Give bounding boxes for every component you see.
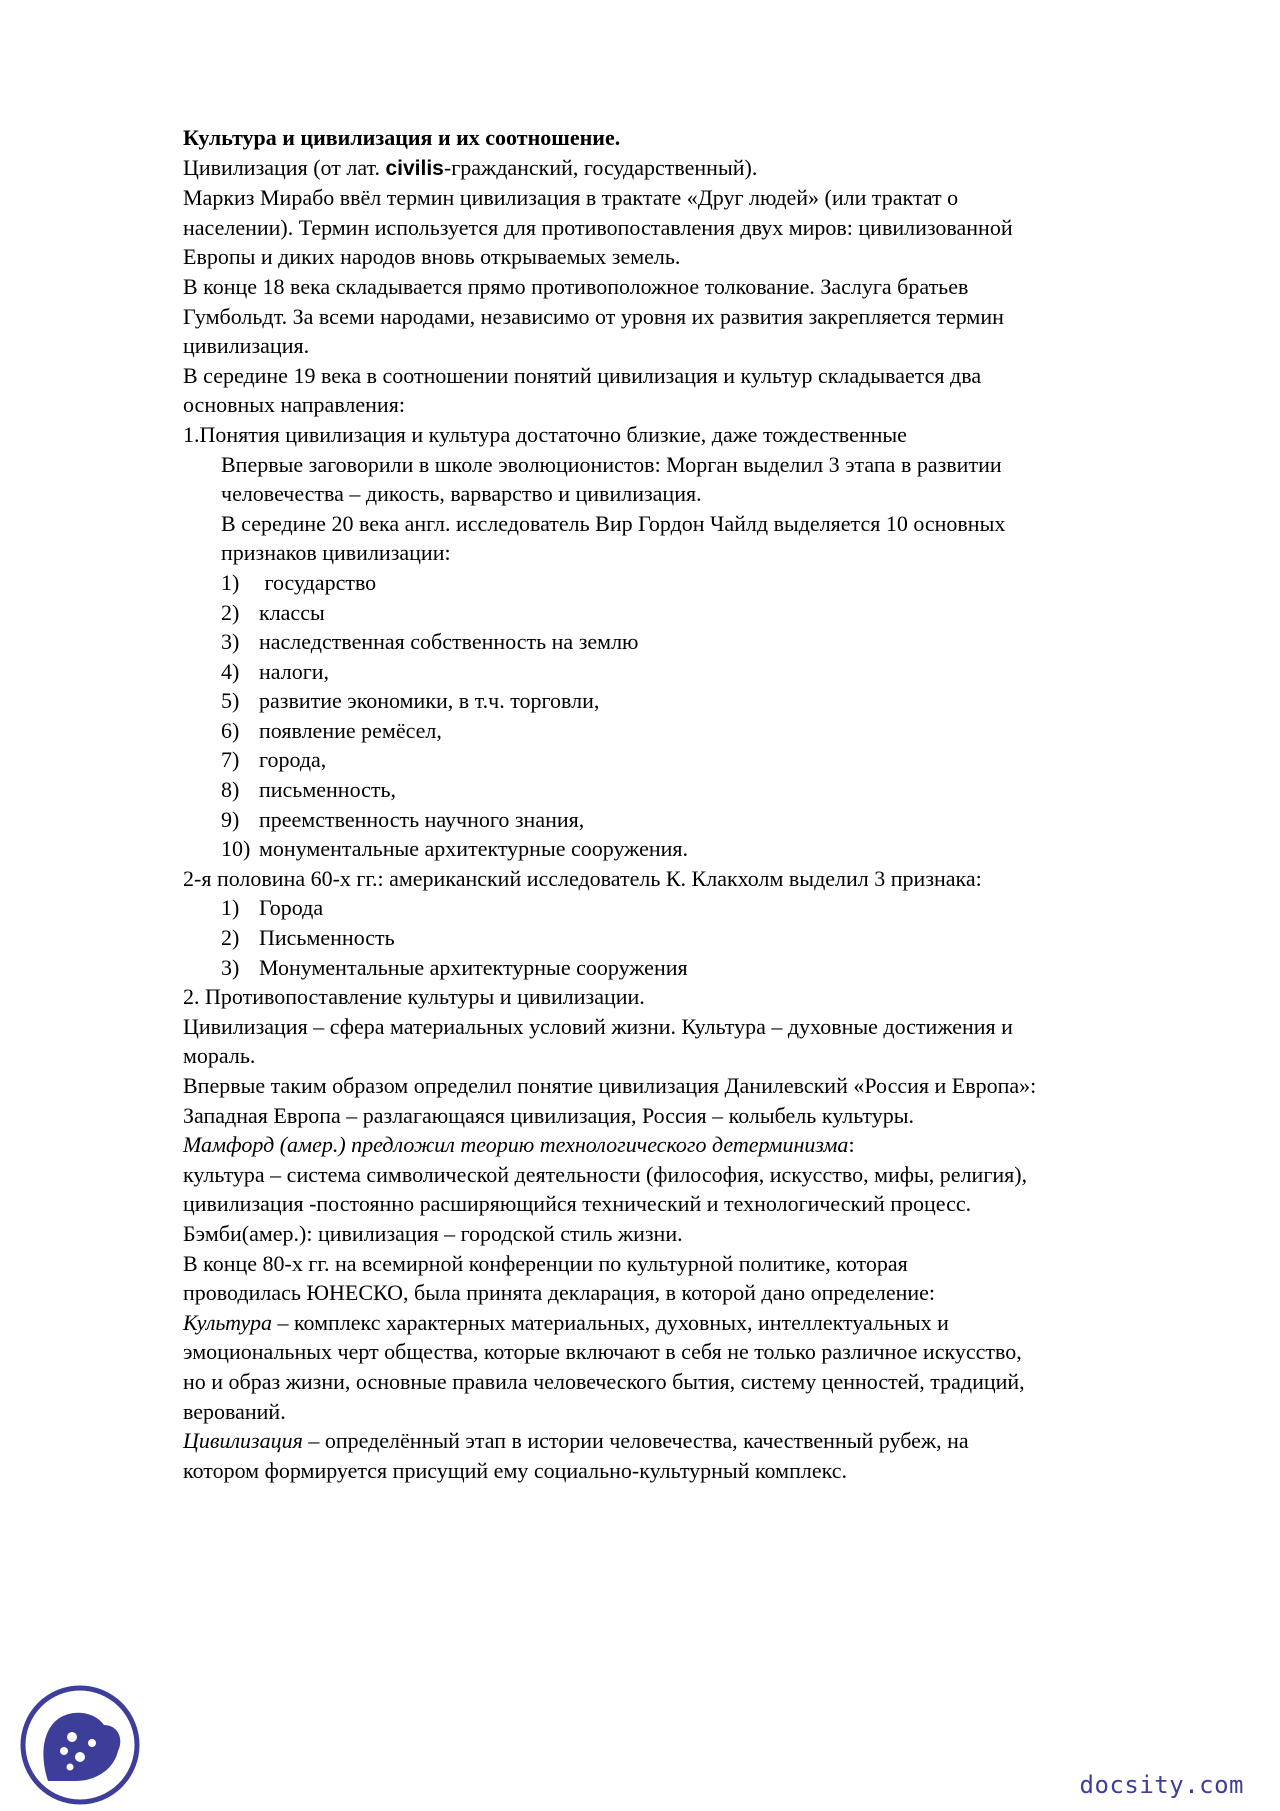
indented-line: Впервые заговорили в школе эволюционистов: Морган выделил 3 этапа в развитии <box>221 451 1002 477</box>
paragraph-line: Гумбольдт. За всеми народами, независимо от уровня их развития закрепляется термин <box>183 303 1004 329</box>
list-item: 3) Монументальные архитектурные сооружения <box>221 954 688 980</box>
paragraph-line: В середине 19 века в соотношении понятий цивилизация и культур складывается два <box>183 362 982 388</box>
mumford-line: Мамфорд (амер.) предложил теорию технологического детерминизма: <box>183 1132 855 1158</box>
paragraph-line: населении). Термин используется для противопоставления двух миров: цивилизованной <box>183 214 1013 240</box>
list-item: 4) налоги, <box>221 658 330 684</box>
paragraph-line: В конце 80-х гг. на всемирной конференции по культурной политике, которая <box>183 1250 908 1276</box>
list-item: 2) классы <box>221 599 325 625</box>
culture-definition: Культура – комплекс характерных материальных, духовных, интеллектуальных и <box>183 1309 949 1335</box>
paragraph-line: но и образ жизни, основные правила человеческого бытия, систему ценностей, традиций, <box>183 1368 1025 1394</box>
paragraph-line: проводилась ЮНЕСКО, была принята декларация, в которой дано определение: <box>183 1280 936 1306</box>
indented-line: признаков цивилизации: <box>221 540 451 566</box>
etymology-line: Цивилизация (от лат. civilis-гражданский, государственный). <box>183 154 758 180</box>
paragraph-line: верований. <box>183 1398 286 1424</box>
latin-term: civilis <box>385 156 444 180</box>
definition-term: Культура <box>183 1309 272 1335</box>
paragraph-line: Европы и диких народов вновь открываемых земель. <box>183 244 681 270</box>
paragraph-line: основных направления: <box>183 392 405 418</box>
docsity-ladybug-logo-icon <box>20 1685 140 1805</box>
paragraph-line: котором формируется присущий ему социально-культурный комплекс. <box>183 1457 847 1483</box>
indented-line: человечества – дикость, варварство и цивилизация. <box>221 481 702 507</box>
paragraph-line: Бэмби(амер.): цивилизация – городской стиль жизни. <box>183 1220 683 1246</box>
list-item: 8) письменность, <box>221 777 397 803</box>
paragraph-line: мораль. <box>183 1043 256 1069</box>
list-item: 3) наследственная собственность на землю <box>221 629 639 655</box>
list-item: 1) Города <box>221 895 324 921</box>
list-item: 6) появление ремёсел, <box>221 717 442 743</box>
paragraph-line: Западная Европа – разлагающаяся цивилизация, Россия – колыбель культуры. <box>183 1102 915 1128</box>
document-body <box>183 123 1183 1485</box>
list-item: 9) преемственность научного знания, <box>221 806 585 832</box>
paragraph-line: цивилизация -постоянно расширяющийся технический и технологический процесс. <box>183 1191 972 1217</box>
kluckhohn-signs-list <box>183 893 1183 982</box>
paragraph-line: Впервые таким образом определил понятие цивилизация Данилевский «Россия и Европа»: <box>183 1073 1037 1098</box>
definition-term: Цивилизация <box>183 1428 303 1454</box>
indented-line: В середине 20 века англ. исследователь Вир Гордон Чайлд выделяется 10 основных <box>221 510 1006 536</box>
watermark-text: docsity.com <box>1079 1771 1244 1799</box>
list-item: 5) развитие экономики, в т.ч. торговли, <box>221 688 600 714</box>
list-item: 1) государство <box>221 569 377 595</box>
civilization-signs-list <box>183 568 1183 864</box>
list-item: 7) города, <box>221 747 327 773</box>
paragraph-line: эмоциональных черт общества, которые включают в себя не только различное искусство, <box>183 1339 1022 1365</box>
direction-heading: 2. Противопоставление культуры и цивилизации. <box>183 984 645 1010</box>
civilization-definition: Цивилизация – определённый этап в истории человечества, качественный рубеж, на <box>183 1428 969 1454</box>
direction-heading: 1.Понятия цивилизация и культура достаточно близкие, даже тождественные <box>183 421 907 447</box>
paragraph-line: В конце 18 века складывается прямо противоположное толкование. Заслуга братьев <box>183 273 969 299</box>
paragraph-line: Цивилизация – сфера материальных условий жизни. Культура – духовные достижения и <box>183 1013 1013 1039</box>
paragraph-line: культура – система символической деятельности (философия, искусство, мифы, религия), <box>183 1161 1028 1187</box>
list-item: 2) Письменность <box>221 925 395 951</box>
paragraph-line: Маркиз Мирабо ввёл термин цивилизация в трактате «Друг людей» (или трактат о <box>183 185 959 211</box>
paragraph-line: цивилизация. <box>183 333 310 359</box>
paragraph-line: 2-я половина 60-х гг.: американский исследователь К. Клакхолм выделил 3 признака: <box>183 865 982 891</box>
document-title: Культура и цивилизация и их соотношение. <box>183 125 621 150</box>
list-item: 10) монументальные архитектурные сооружения. <box>221 836 689 862</box>
